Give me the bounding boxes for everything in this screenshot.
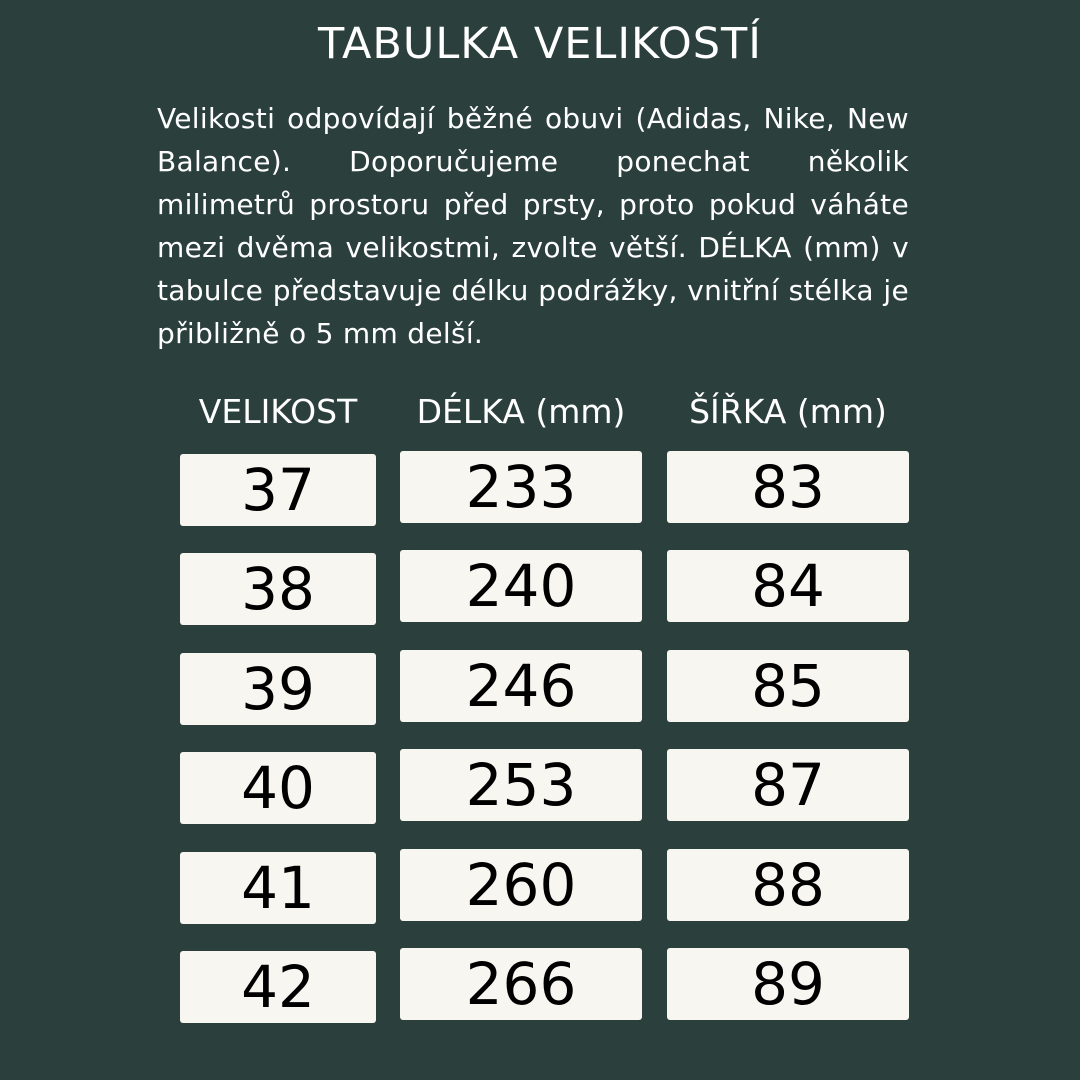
column-header-length: DÉLKA (mm): [416, 392, 626, 431]
column-header-size: VELIKOST: [198, 392, 358, 431]
size-cell: 41: [180, 852, 376, 924]
length-cell: 253: [400, 749, 642, 821]
intro-paragraph: Velikosti odpovídají běžné obuvi (Adidas, Nike, New Balance). Doporučujeme ponechat několik milimetrů prostoru před prsty, proto pokud váháte mezi dvěma velikostmi, zvolte větší. DÉLKA (mm) v tabulce představuje délku podrážky, vnitřní stélka je přibližně o 5 mm delší.: [157, 102, 909, 350]
width-cell: 89: [667, 948, 909, 1020]
page-title: TABULKA VELIKOSTÍ: [318, 19, 762, 69]
width-cell: 85: [667, 650, 909, 722]
size-cell: 42: [180, 951, 376, 1023]
width-cell: 83: [667, 451, 909, 523]
column-header-width: ŠÍŘKA (mm): [689, 392, 887, 431]
length-cell: 260: [400, 849, 642, 921]
width-cell: 87: [667, 749, 909, 821]
size-cell: 39: [180, 653, 376, 725]
length-cell: 266: [400, 948, 642, 1020]
length-cell: 246: [400, 650, 642, 722]
length-cell: 233: [400, 451, 642, 523]
size-cell: 37: [180, 454, 376, 526]
length-cell: 240: [400, 550, 642, 622]
size-cell: 40: [180, 752, 376, 824]
size-cell: 38: [180, 553, 376, 625]
width-cell: 84: [667, 550, 909, 622]
width-cell: 88: [667, 849, 909, 921]
